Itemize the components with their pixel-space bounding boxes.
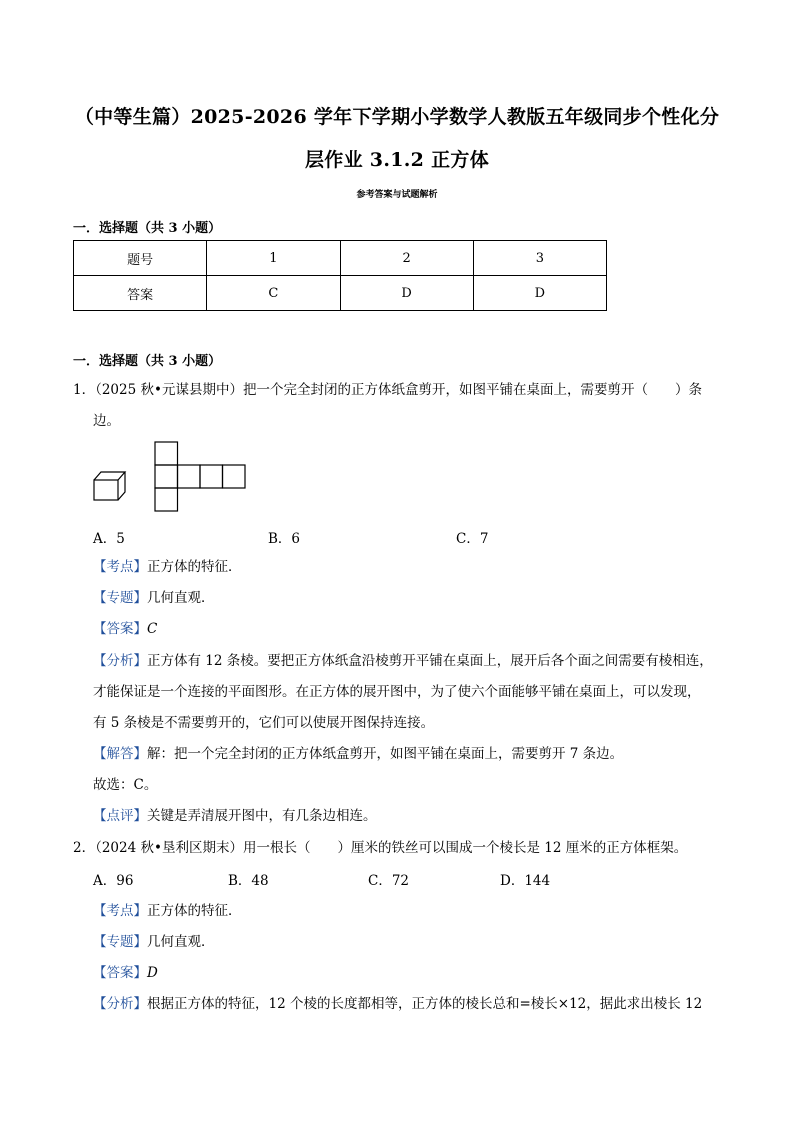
kaodian-text: 正方体的特征． <box>147 559 242 575</box>
q2-zhuanti <box>93 932 215 952</box>
q1-figure <box>90 440 252 514</box>
table-cell: 1 <box>207 241 340 276</box>
jieda-text: 解：把一个完全封闭的正方体纸盒剪开，如图平铺在桌面上，需要剪开 7 条边。 <box>147 746 624 762</box>
table-row <box>74 276 607 311</box>
q1-kaodian <box>93 557 242 577</box>
q2-fenxi-line1 <box>93 994 702 1014</box>
q2-option-b: B．48 <box>228 873 269 889</box>
zhuanti-tag: 【专题】 <box>93 934 147 950</box>
q1-daan <box>93 619 157 639</box>
jieda-tag: 【解答】 <box>93 746 147 762</box>
fenxi-text: 正方体有 12 条棱。要把正方体纸盒沿棱剪开平铺在桌面上，展开后各个面之间需要有棱相连， <box>147 653 713 669</box>
q1-jieda <box>93 744 623 764</box>
fenxi-tag: 【分析】 <box>93 653 147 669</box>
section-heading: 一．选择题（共 3 小题） <box>73 221 222 236</box>
table-cell: 2 <box>340 241 473 276</box>
page-title-line2: 层作业 3.1.2 正方体 <box>304 149 490 171</box>
q1-dianping <box>93 806 377 826</box>
q1-option-a: A．5 <box>93 531 125 547</box>
q1-zhuanti <box>93 588 215 608</box>
q2-option-a: A．96 <box>93 873 134 889</box>
zhuanti-text: 几何直观． <box>147 934 215 950</box>
fenxi-text: 根据正方体的特征，12 个棱的长度都相等，正方体的棱长总和=棱长×12，据此求出棱长 12 <box>147 996 703 1012</box>
kaodian-text: 正方体的特征． <box>147 903 242 919</box>
fenxi-tag: 【分析】 <box>93 996 147 1012</box>
q1-stem-line2: 边。 <box>93 413 120 429</box>
dianping-tag: 【点评】 <box>93 808 147 824</box>
table-row <box>74 241 607 276</box>
dianping-text: 关键是弄清展开图中，有几条边相连。 <box>147 808 377 824</box>
q1-fenxi-line2: 才能保证是一个连接的平面图形。在正方体的展开图中，为了使六个面能够平铺在桌面上，可以发现， <box>93 684 701 700</box>
q1-fenxi-line3: 有 5 条棱是不需要剪开的，它们可以使展开图保持连接。 <box>93 715 435 731</box>
q2-kaodian <box>93 901 242 921</box>
zhuanti-text: 几何直观． <box>147 590 215 606</box>
table-cell: D <box>473 276 606 311</box>
table-cell: 答案 <box>74 276 207 311</box>
cube-net-icon <box>155 442 245 511</box>
daan-text: D <box>147 965 158 981</box>
zhuanti-tag: 【专题】 <box>93 590 147 606</box>
daan-tag: 【答案】 <box>93 621 147 637</box>
q1-guxuan: 故选：C。 <box>93 777 158 793</box>
answer-table <box>73 240 607 311</box>
page-title-line1: （中等生篇）2025-2026 学年下学期小学数学人教版五年级同步个性化分 <box>74 106 720 128</box>
table-cell: D <box>340 276 473 311</box>
q1-stem-line1: 1．（2025 秋•元谋县期中）把一个完全封闭的正方体纸盒剪开，如图平铺在桌面上，需要剪开（ ）条 <box>73 382 702 398</box>
daan-text: C <box>147 621 158 637</box>
page-subtitle: 参考答案与试题解析 <box>356 190 438 200</box>
table-cell: C <box>207 276 340 311</box>
q2-stem-line1: 2．（2024 秋•垦利区期末）用一根长（ ）厘米的铁丝可以围成一个棱长是 12 厘米的正方体框架。 <box>73 840 688 856</box>
q1-option-b: B．6 <box>268 531 301 547</box>
q2-option-d: D．144 <box>500 873 551 889</box>
kaodian-tag: 【考点】 <box>93 903 147 919</box>
section-heading-2: 一．选择题（共 3 小题） <box>73 354 222 369</box>
q1-fenxi-line1 <box>93 651 713 671</box>
daan-tag: 【答案】 <box>93 965 147 981</box>
table-cell: 3 <box>473 241 606 276</box>
q2-daan <box>93 963 158 983</box>
table-cell: 题号 <box>74 241 207 276</box>
q1-option-c: C．7 <box>456 531 489 547</box>
kaodian-tag: 【考点】 <box>93 559 147 575</box>
cube-icon <box>94 472 125 500</box>
q2-option-c: C．72 <box>368 873 410 889</box>
